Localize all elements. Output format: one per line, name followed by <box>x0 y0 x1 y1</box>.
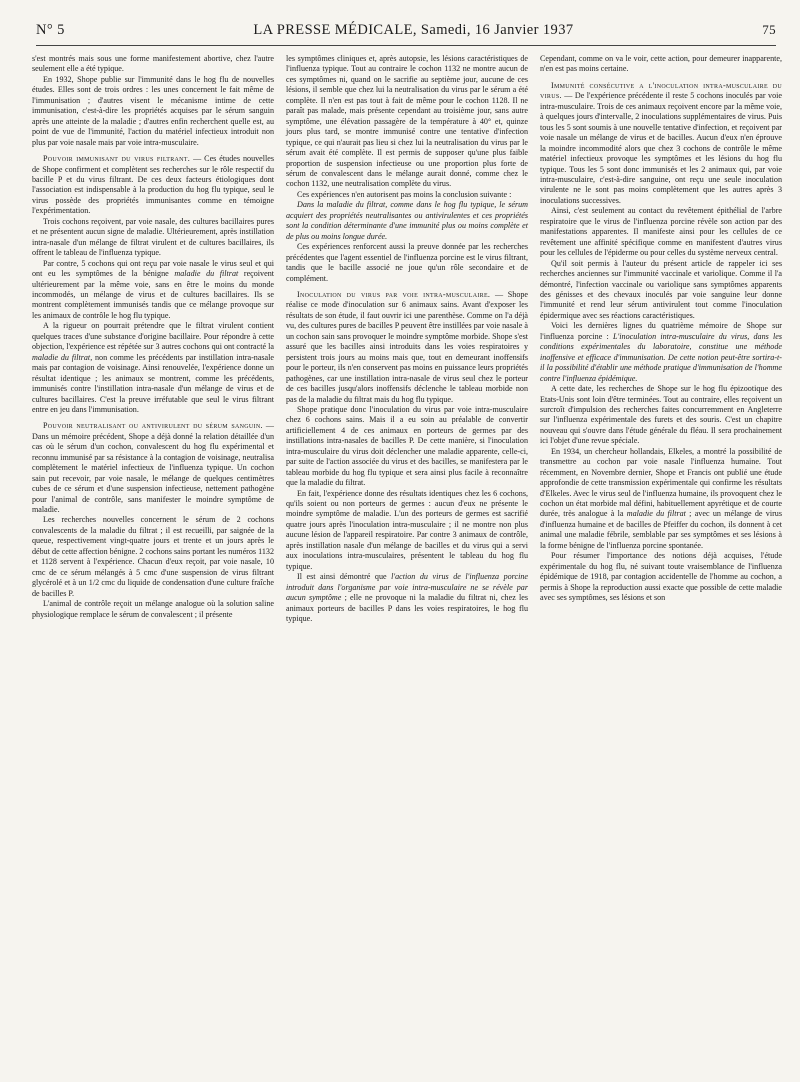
paragraph <box>286 572 528 624</box>
conclusion-italic: Dans la maladie du filtrat, comme dans le hog flu typique, le sérum acquiert des propriétés neutralisantes ou antivirulentes et ces propriétés sont la condition déterminante d'une immunité plus ou moins complète et de plus ou moins longue durée. <box>286 200 528 241</box>
section-heading: Immunité consécutive a l'inoculation intra-musculaire du virus. <box>540 80 782 101</box>
paragraph-text: ; avec un mélange de virus d'influenza humaine et de bacilles de Pfeiffer du cochon, ils donnent à cet animal une maladie fébrile, semblable par ses symptômes et ses lésions à la forme bénigne de l'influenza porcine spontanée. <box>540 509 782 550</box>
paragraph-text: Il est ainsi démontré que <box>297 572 392 582</box>
page-number: 75 <box>762 22 776 37</box>
issue-number: N° 5 <box>36 22 65 38</box>
italic-text: maladie du filtrat <box>626 509 686 519</box>
paragraph <box>540 447 782 552</box>
paragraph: Ces expériences n'en autorisent pas moins la conclusion suivante : <box>297 189 512 199</box>
running-head <box>36 22 776 46</box>
paragraph: Trois cochons reçoivent, par voie nasale, des cultures bacillaires pures et ne présentent aucun signe de maladie. Ultérieurement, après instillation intra-nasale d'un mélange de filtrat virulent et de cultures bacillaires, ils offrent le tableau de l'influenza typique. <box>32 216 274 258</box>
paragraph <box>32 154 274 217</box>
section-heading: Inoculation du virus par voie intra-musculaire. <box>297 289 491 299</box>
paragraph-text: — Dans un mémoire précédent, Shope a déjà donné la relation détaillée d'un cas où le sérum d'un cochon, convalescent du hog flu expérimental et reconnu immunisé par sa résistance à la contagion de voisinage, neutralisa complètement le matériel infectieux de l'influenza typique. Un cochon sain put recevoir, par voie nasale, le mélange de quelques centimètres cubes de ce sérum et d'une suspension infectieuse, nettement pathogène pour l'animal de contrôle, sans manifester le moindre symptôme de maladie. <box>32 421 274 515</box>
italic-text: maladie du filtrat <box>32 352 91 362</box>
paragraph <box>540 321 782 384</box>
column-2 <box>286 54 528 624</box>
column-3 <box>540 54 782 624</box>
paragraph <box>286 290 528 405</box>
section-heading: Pouvoir immunisant du virus filtrant. <box>43 154 191 164</box>
paragraph-text: — Ces études nouvelles de Shope confirment et complètent ses recherches sur le rôle respectif du bacille P et du virus filtrant. De ces deux facteurs étiologiques dont l'association est indispensable à la production du hog flu typique, seul le virus possède des propriétés immunisantes comme en témoigne l'expérimentation. <box>32 154 275 216</box>
column-1 <box>32 54 274 624</box>
paragraph <box>32 321 274 415</box>
article-columns <box>32 54 782 624</box>
journal-title: LA PRESSE MÉDICALE, Samedi, 16 Janvier 1937 <box>253 22 574 38</box>
paragraph: Pour résumer l'importance des notions déjà acquises, l'étude expérimentale du hog flu, né suivant toute vraisemblance de l'influenza épidémique de 1918, par contagion accidentelle de l'homme au cochon, a permis à Shope la reproduction aussi exacte que possible de cette maladie avec ses symptômes, ses lésions et son <box>540 551 782 603</box>
paragraph: Les recherches nouvelles concernent le sérum de 2 cochons convalescents de la maladie du filtrat ; il est recueilli, par saignée de la queue, respectivement vingt-quatre jours et trente et un jours après le début de cette affection bénigne. 2 cochons sains portant les numéros 1132 et 1128 servent à l'expérience. Chacun d'eux reçoit, par voie nasale, 10 cmc de ce sérum mélangés à 5 cmc d'une suspension de virus filtrant glycérolé et à un 1/2 cmc du liquide de condensation d'une culture fraîche de bacilles P. <box>32 515 274 598</box>
paragraph-text: Par contre, 5 cochons qui ont reçu par voie nasale le virus seul et qui ont eu les symptômes de la bénigne <box>32 258 274 279</box>
paragraph: En fait, l'expérience donne des résultats identiques chez les 6 cochons, qu'ils soient ou non porteurs de germes : aucun d'eux ne présente le moindre symptôme de maladie. L'un des porteurs de germes est sacrifié quatre jours après l'inoculation intra-musculaire ; il ne montre non plus aucune lésion de l'appareil respiratoire. Par contre 3 animaux de contrôle, après instillation nasale d'un mélange de bacilles et du virus qui a servi aux inoculations intra-musculaires, présentent le tableau du hog flu typique. <box>286 488 528 571</box>
paragraph: les symptômes cliniques et, après autopsie, les lésions caractéristiques de l'influenza typique. Tout au contraire le cochon 1132 ne montre aucun de ces symptômes ni, quand on le sacrifie au septième jour, aucune de ces lésions, il semble que chez lui la neutralisation du virus par le sérum a été complète. Il n'en est pas tout à fait de même pour le cochon 1128. Il ne paraît pas malade, mais présente cependant au troisième jour, sans autre symptôme, une élévation passagère de la température à 40° et, quinze jours plus tard, se montre immunisé contre une tentative d'infection typique, ce qui n'aurait pas lieu si chez lui la neutralisation du virus par le sérum avait été complète. Il est permis de supposer qu'une plus faible proportion de suspension infectieuse ou une proportion plus forte de sérum de convalescent dans le mélange aurait donné, comme chez le cochon 1132, une neutralisation complète du virus. <box>286 54 528 189</box>
section-heading: Pouvoir neutralisant ou antivirulent du sérum sanguin. <box>43 421 263 431</box>
paragraph: A cette date, les recherches de Shope sur le hog flu épizootique des Etats-Unis sont loin d'être terminées. Tout au contraire, elles reçoivent un surcroît d'impulsion des recherches faites concurremment en Angleterre sur l'influenza expérimentale des furets et des souris. C'est un chapitre nouveau qui s'ouvre dans l'étude générale du fléau. Il sera prochainement ici l'objet d'une revue spéciale. <box>540 384 782 446</box>
paragraph-text: Voici les dernières lignes du quatrième mémoire de Shope sur l'influenza porcine : <box>540 321 782 341</box>
paragraph: s'est montrés mais sous une forme manifestement abortive, chez l'autre seulement elle a été typique. <box>32 54 274 74</box>
paragraph-text: — De l'expérience précédente il reste 5 cochons inoculés par voie intra-musculaire. Trois de ces animaux reçoivent encore par la même voie, à quelques jours d'intervalle, 2 inoculations supplémentaires de virus. Puis tous les 5 sont soumis à une nouvelle tentative d'infection, et reçoivent par voie nasale un mélange de virus et de bacilles. Aucun d'eux n'en éprouve la moindre incommodité alors que chez 3 cochons de contrôle le même matériel infectieux provoque les symptômes et les lésions du hog flu typique. Tous les 5 sont donc immunisés et les 2 animaux qui, par voie intra-musculaire, c'est-à-dire sanguine, ont reçu une seule inoculation virulente ne le sont pas moins complètement que les autres après 3 inoculations successives. <box>540 91 782 205</box>
paragraph: Ces expériences renforcent aussi la preuve donnée par les recherches précédentes que l'agent essentiel de l'influenza porcine est le virus filtrant, tandis que le bacille associé ne joue qu'un rôle secondaire et de complément. <box>286 242 528 283</box>
paragraph-text: , non comme les précédents par instillation intra-nasale mais par contagion de voisinage. Ainsi renouvelée, l'expérience donne un résultat identique ; les animaux se montrent, comme les précédents, immunisés contre l'instillation intra-nasale d'un mélange de virus et de cultures bacillaires. C'est la preuve irréfutable que seul le virus filtrant entre en jeu dans l'immunisation. <box>32 352 274 414</box>
paragraph: Qu'il soit permis à l'auteur du présent article de rappeler ici ses recherches anciennes sur l'immunité vaccinale et variolique. Comme il l'a démontré, l'infection vaccinale ou variolique sans symptômes apparents des génisses et des chevaux inoculés par voie sanguine leur donne l'immunité et rend leur sérum antivirulent tout comme l'inoculation épidermique avec ses réactions caractéristiques. <box>540 258 782 320</box>
paragraph-text: ; elle ne provoque ni la maladie du filtrat ni, chez les animaux porteurs de bacilles P dans les voies respiratoires, le hog flu typique. <box>286 593 528 624</box>
italic-text: L'inoculation intra-musculaire du virus, dans les conditions expérimentales du laboratoire, constitue une méthode inoffensive et efficace d'immunisation. De cette notion peut-être sortira-t-il la possibilité d'établir une méthode pratique d'immunisation de l'homme contre l'influenza épidémique. <box>540 331 782 383</box>
paragraph-text: — Shope réalise ce mode d'inoculation sur 6 animaux sains. Avant d'exposer les résultats de son étude, il faut ouvrir ici une parenthèse. Comme on l'a déjà vu, des cultures pures de bacilles P peuvent être instillées par voie nasale à un cochon sain sans provoquer le moindre symptôme morbide. Shope s'est assuré que les bacilles ainsi introduits dans les voies respiratoires y persistent trois jours au moins mais que, tout en demeurant inoffensifs pour le porteur, ils n'en conservent pas moins en puissance leurs propriétés pathogènes, car une instillation intra-nasale de virus seul chez le porteur de ces bacilles jusqu'alors inoffensifs déclenche le tableau morbide non pas de la maladie du filtrat mais du hog flu typique. <box>286 289 529 404</box>
paragraph <box>32 259 274 322</box>
italic-text: maladie du filtrat <box>174 269 239 279</box>
paragraph <box>32 421 274 515</box>
paragraph-text: A la rigueur on pourrait prétendre que le filtrat virulent contient quelques traces d'une substance d'origine bacillaire. Pour répondre à cette objection, l'expérience est répétée sur 3 autres cochons qui ont contracté la <box>32 321 274 352</box>
paragraph-text: reçoivent ultérieurement par la même voie, sans en être le moins du monde incommodés, un mélange de virus et de cultures bacillaires. Ils se montrent complètement immunisés tandis que ce mélange provoque sur les animaux de contrôle le hog flu typique. <box>32 269 274 320</box>
paragraph: En 1932, Shope publie sur l'immunité dans le hog flu de nouvelles études. Elles sont de trois ordres : les unes concernent le fait même de l'immunisation ; d'autres visent le mécanisme intime de cette immunisation, c'est-à-dire les propriétés acquises par le sérum sanguin après une atteinte de la maladie ; d'autres enfin recherchent quelle est, au point de vue de l'immunité, l'action du matériel infectieux introduit non plus par voie nasale mais par voie intra-musculaire. <box>32 74 274 147</box>
paragraph: L'animal de contrôle reçoit un mélange analogue où la solution saline physiologique remplace le sérum de convalescent ; il présente <box>32 599 274 619</box>
italic-text: l'action du virus de l'influenza porcine introduit dans l'organisme par voie intra-musculaire ne se révèle par aucun symptôme <box>286 572 529 603</box>
paragraph: Shope pratique donc l'inoculation du virus par voie intra-musculaire chez 6 cochons sains. Mais il a eu soin au préalable de convertir artificiellement 4 de ces animaux en porteurs de germes par des instillations intra-nasales de bacilles P. De cette manière, si l'inoculation intra-musculaire du virus doit déclencher une maladie apparente, celle-ci, par suite de l'action associée du virus et des bacilles, se manifestera par le tableau morbide du hog flu typique et sera ainsi plus facile à reconnaître que la maladie du filtrat. <box>286 404 528 488</box>
paragraph: Ainsi, c'est seulement au contact du revêtement épithélial de l'arbre respiratoire que le virus de l'influenza porcine révèle son action par des manifestations apparentes. Il manifeste ainsi pour les cellules de ce revêtement une affinité spécifique comme en manifestent d'autres virus pour les cellules de l'épiderme ou pour celles du système nerveux central. <box>540 206 782 258</box>
paragraph <box>540 81 782 206</box>
paragraph: Cependant, comme on va le voir, cette action, pour demeurer inapparente, n'en est pas moins certaine. <box>540 54 782 74</box>
paragraph-text: En 1934, un chercheur hollandais, Elkeles, a montré la possibilité de transmettre au cochon par voie nasale l'influenza humaine. Tout récemment, en Novembre dernier, Shope et Francis ont publié une étude approfondie de cette transmission expérimentale qui confirme les résultats d'Elkeles. Avec le virus seul de l'influenza humaine, ils provoquent chez le cochon un état morbide mal défini, habituellement apyrétique et de courte durée, très analogue à la <box>540 446 782 519</box>
